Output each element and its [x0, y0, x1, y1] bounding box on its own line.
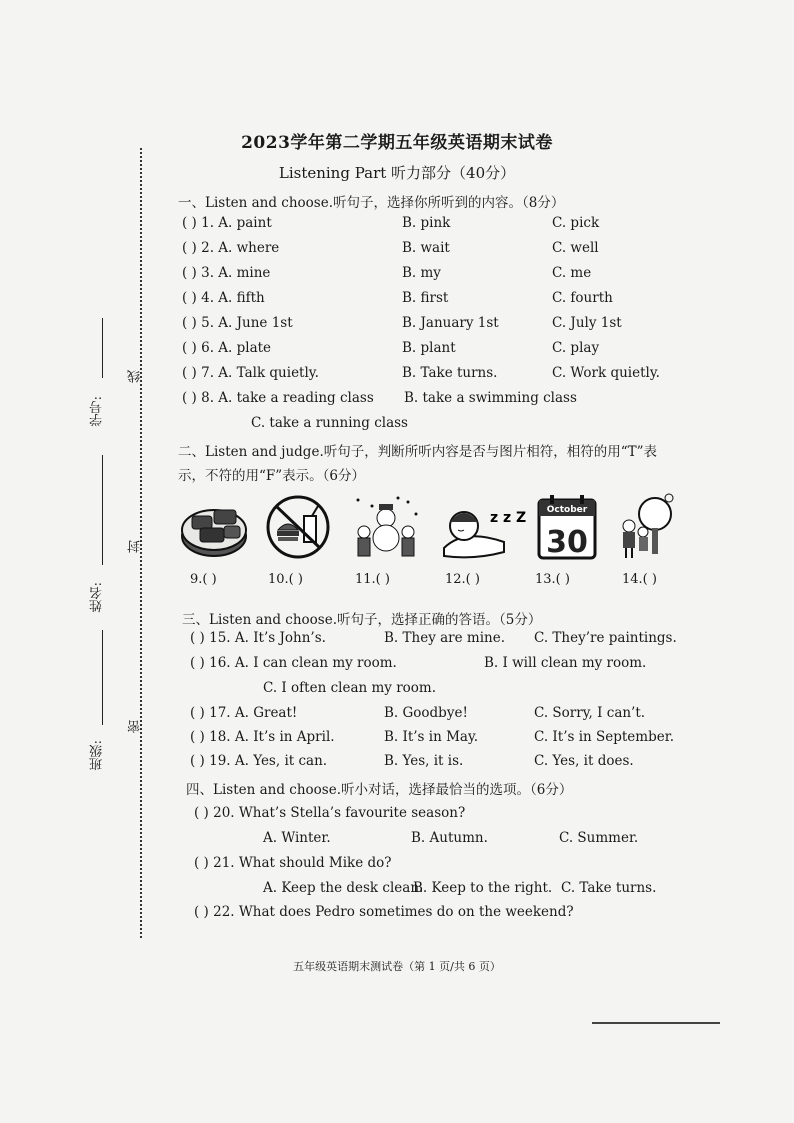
cookies-icon — [178, 492, 250, 562]
calendar-icon — [536, 492, 598, 562]
no-food-icon — [262, 492, 334, 562]
question-22: ( ) 22. What does Pedro sometimes do on the weekend? — [194, 904, 574, 920]
student-name-line — [102, 455, 103, 565]
answer-10: 10.( ) — [268, 572, 303, 587]
page-footer: 五年级英语期末测试卷（第 1 页/共 6 页） — [293, 960, 501, 973]
seal-label: 封 — [128, 540, 143, 553]
exam-page: 学号: 姓名: 班级: 线 封 密 2023学年第二学期五年级英语期末试卷 Listening Part 听力部分（40分） 一、Listen and choose.听句子，选择你所听到的内容。（8分） ( ) 1. A. paint B. pink C. pick ( ) 2. A. where B. wait C. well ( ) 3. A. mine B. my C. me ( ) 4. A. fifth B. first C. fourth ( ) 5. A. June 1st B. January 1st C. July 1st ( ) 6. A. plate B. plant C. play ( ) 7. A. Talk quietly. B. Take turns. C. Work quietly. ( ) 8. A. take a reading class B. take a swimming class C. take a running class 二、Listen and judge.听句子，判断所听内容是否与图片相符，相符的用“T”表 示，不符的用“F”表示。（6分） z z Z October 30 9.( ) 10.( ) 11.( ) 12.( ) 13.( ) 14.( ) 三、Listen and choose.听句子，选择正确的答语。（5分） ( ) 15. A. It’s John’s. B. They are mine. C. They’re paintings. ( ) 16. A. I can clean my room. B. I will clean my room. C. I often clean my room. ( ) 17. A. Great! B. Goodbye! C. Sorry, I can’t. ( ) 18. A. It’s in April. B. It’s in May. C. It’s in September. ( ) 19. A. Yes, it can. B. Yes, it is. C. Yes, it does. 四、Listen and choose.听小对话，选择最恰当的选项。（6分） ( ) 20. What’s Stella’s favourite season? A. Winter. B. Autumn. C. Summer. ( ) 21. What should Mike do? A. Keep the desk clean. B. Keep to the right. C. Take turns. ( ) 22. What does Pedro sometimes do on the weekend? 五年级英语期末测试卷（第 1 页/共 6 页） — [0, 0, 794, 1123]
class-line — [102, 630, 103, 725]
snowman-family-icon — [350, 492, 422, 562]
children-tree-icon — [615, 492, 677, 562]
student-number-line — [102, 318, 103, 378]
question-16-option-c: C. I often clean my room. — [263, 680, 437, 696]
section2-heading-line1: 二、Listen and judge.听句子，判断所听内容是否与图片相符，相符的用“T”表 — [178, 444, 658, 460]
question-8-option-c: C. take a running class — [251, 415, 408, 431]
answer-12: 12.( ) — [445, 572, 480, 587]
student-number-label: 学号: — [90, 396, 105, 427]
section4-heading: 四、Listen and choose.听小对话，选择最恰当的选项。（6分） — [186, 782, 573, 798]
secret-label: 密 — [128, 720, 143, 733]
answer-14: 14.( ) — [622, 572, 657, 587]
svg-text:30: 30 — [546, 525, 588, 560]
svg-text:October: October — [546, 505, 588, 515]
answer-11: 11.( ) — [355, 572, 390, 587]
section1-heading: 一、Listen and choose.听句子，选择你所听到的内容。（8分） — [178, 195, 565, 211]
question-21: ( ) 21. What should Mike do? — [194, 855, 392, 871]
question-20: ( ) 20. What’s Stella’s favourite season? — [194, 805, 466, 821]
section2-heading-line2: 示，不符的用“F”表示。（6分） — [178, 468, 366, 484]
exam-title: 2023学年第二学期五年级英语期末试卷 — [241, 133, 553, 153]
sleeping-boy-icon — [438, 492, 530, 562]
student-name-label: 姓名: — [90, 582, 105, 613]
exam-subtitle: Listening Part 听力部分（40分） — [278, 164, 516, 182]
answer-13: 13.( ) — [535, 572, 570, 587]
answer-9: 9.( ) — [190, 572, 217, 587]
svg-text:z z Z: z z Z — [490, 510, 527, 526]
class-label: 班级: — [90, 740, 105, 771]
section3-heading: 三、Listen and choose.听句子，选择正确的答语。（5分） — [182, 612, 542, 628]
bottom-rule — [592, 1022, 720, 1024]
seal-line-label: 线 — [128, 370, 143, 383]
